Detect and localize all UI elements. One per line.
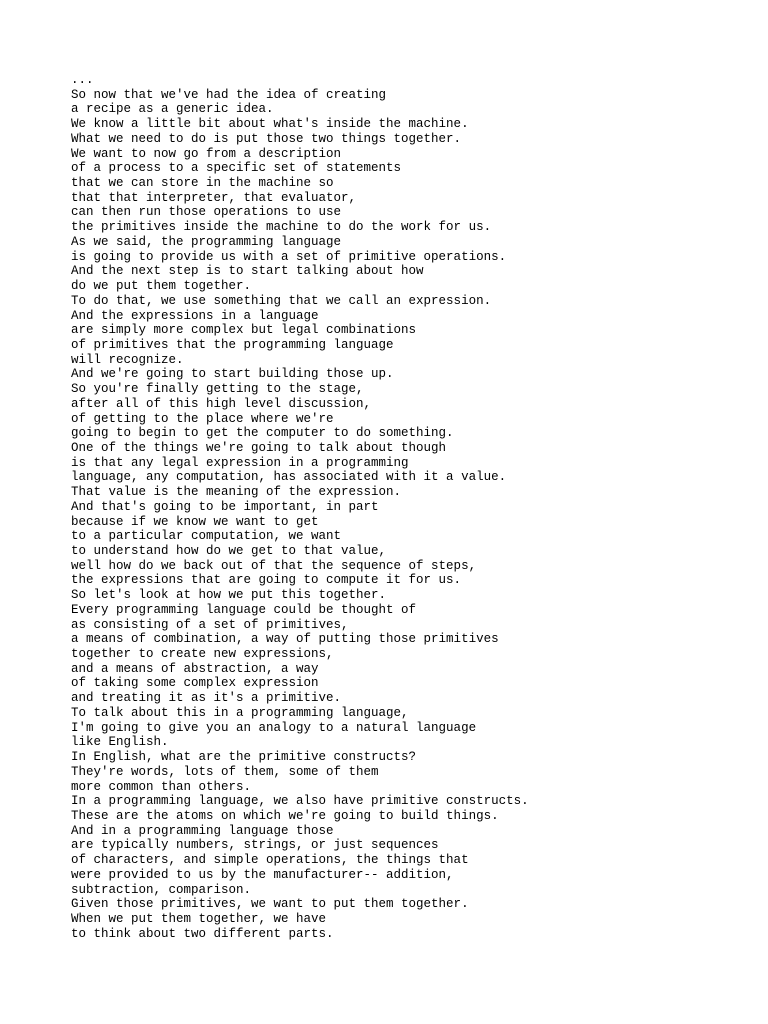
transcript-line: And in a programming language those [71, 823, 334, 838]
transcript-line: were provided to us by the manufacturer-- addition, [71, 867, 454, 882]
transcript-line: are typically numbers, strings, or just sequences [71, 838, 439, 853]
transcript-line: to think about two different parts. [71, 926, 334, 941]
transcript-line: to understand how do we get to that value, [71, 544, 387, 558]
transcript-line: that that interpreter, that evaluator, [71, 190, 357, 205]
transcript-line: When we put them together, we have [71, 911, 327, 926]
transcript-line: As we said, the programming language [71, 234, 342, 249]
transcript-line: are simply more complex but legal combinations [71, 323, 417, 338]
transcript-line: that we can store in the machine so [71, 176, 334, 191]
transcript-line: And that's going to be important, in part [71, 499, 379, 514]
transcript-line: To talk about this in a programming language, [71, 705, 409, 720]
transcript-line: In a programming language, we also have primitive constructs. [71, 794, 529, 809]
transcript-line: So let's look at how we put this together. [71, 588, 387, 603]
transcript-line: do we put them together. [71, 279, 252, 294]
transcript-line: of primitives that the programming language [71, 337, 394, 352]
transcript-line: of getting to the place where we're [71, 411, 334, 426]
transcript-line: subtraction, comparison. [71, 882, 252, 897]
transcript-line: I'm going to give you an analogy to a natural language [71, 720, 477, 735]
transcript-line: will recognize. [71, 352, 184, 367]
transcript-line: And the next step is to start talking about how [71, 264, 424, 279]
transcript-line: going to begin to get the computer to do something. [71, 426, 454, 441]
transcript-line: is that any legal expression in a programming [71, 455, 409, 470]
transcript-line: as consisting of a set of primitives, [71, 617, 349, 632]
transcript-line: In English, what are the primitive constructs? [71, 750, 417, 765]
transcript-line: together to create new expressions, [71, 647, 334, 662]
transcript-line: the expressions that are going to compute it for us. [71, 573, 462, 588]
transcript-line: a recipe as a generic idea. [71, 102, 274, 117]
transcript-line: well how do we back out of that the sequence of steps, [71, 558, 477, 573]
transcript-line: after all of this high level discussion, [71, 396, 372, 411]
transcript-line: of a process to a specific set of statements [71, 161, 402, 176]
transcript-line: a means of combination, a way of putting those primitives [71, 632, 499, 647]
transcript-line: To do that, we use something that we call an expression. [71, 293, 492, 308]
transcript-line: One of the things we're going to talk about though [71, 440, 447, 455]
transcript-line: We want to now go from a description [71, 146, 342, 161]
transcript-line: to a particular computation, we want [71, 529, 342, 544]
transcript-line: can then run those operations to use [71, 205, 342, 220]
transcript-line: Given those primitives, we want to put them together. [71, 897, 469, 912]
transcript-line: of characters, and simple operations, the things that [71, 853, 469, 868]
transcript-line: Every programming language could be thought of [71, 602, 417, 617]
transcript-line: more common than others. [71, 779, 252, 794]
transcript-line: the primitives inside the machine to do the work for us. [71, 220, 492, 235]
transcript-line: So now that we've had the idea of creating [71, 87, 387, 102]
transcript-line: So you're finally getting to the stage, [71, 382, 364, 397]
transcript-line: language, any computation, has associated with it a value. [71, 470, 507, 485]
transcript-line: That value is the meaning of the expression. [71, 485, 402, 500]
transcript-line: They're words, lots of them, some of them [71, 764, 379, 779]
transcript-text [71, 73, 529, 941]
transcript-line: These are the atoms on which we're going to build things. [71, 808, 499, 823]
transcript-line: and treating it as it's a primitive. [71, 691, 342, 706]
transcript-line: like English. [71, 735, 169, 750]
transcript-line: and a means of abstraction, a way [71, 661, 319, 676]
transcript-line: is going to provide us with a set of primitive operations. [71, 249, 507, 264]
transcript-line: ... [71, 73, 94, 87]
transcript-line: And the expressions in a language [71, 308, 319, 323]
transcript-line: because if we know we want to get [71, 514, 319, 529]
transcript-line: What we need to do is put those two things together. [71, 131, 462, 146]
transcript-line: We know a little bit about what's inside the machine. [71, 117, 469, 132]
transcript-line: of taking some complex expression [71, 676, 319, 691]
transcript-line: And we're going to start building those up. [71, 367, 394, 382]
